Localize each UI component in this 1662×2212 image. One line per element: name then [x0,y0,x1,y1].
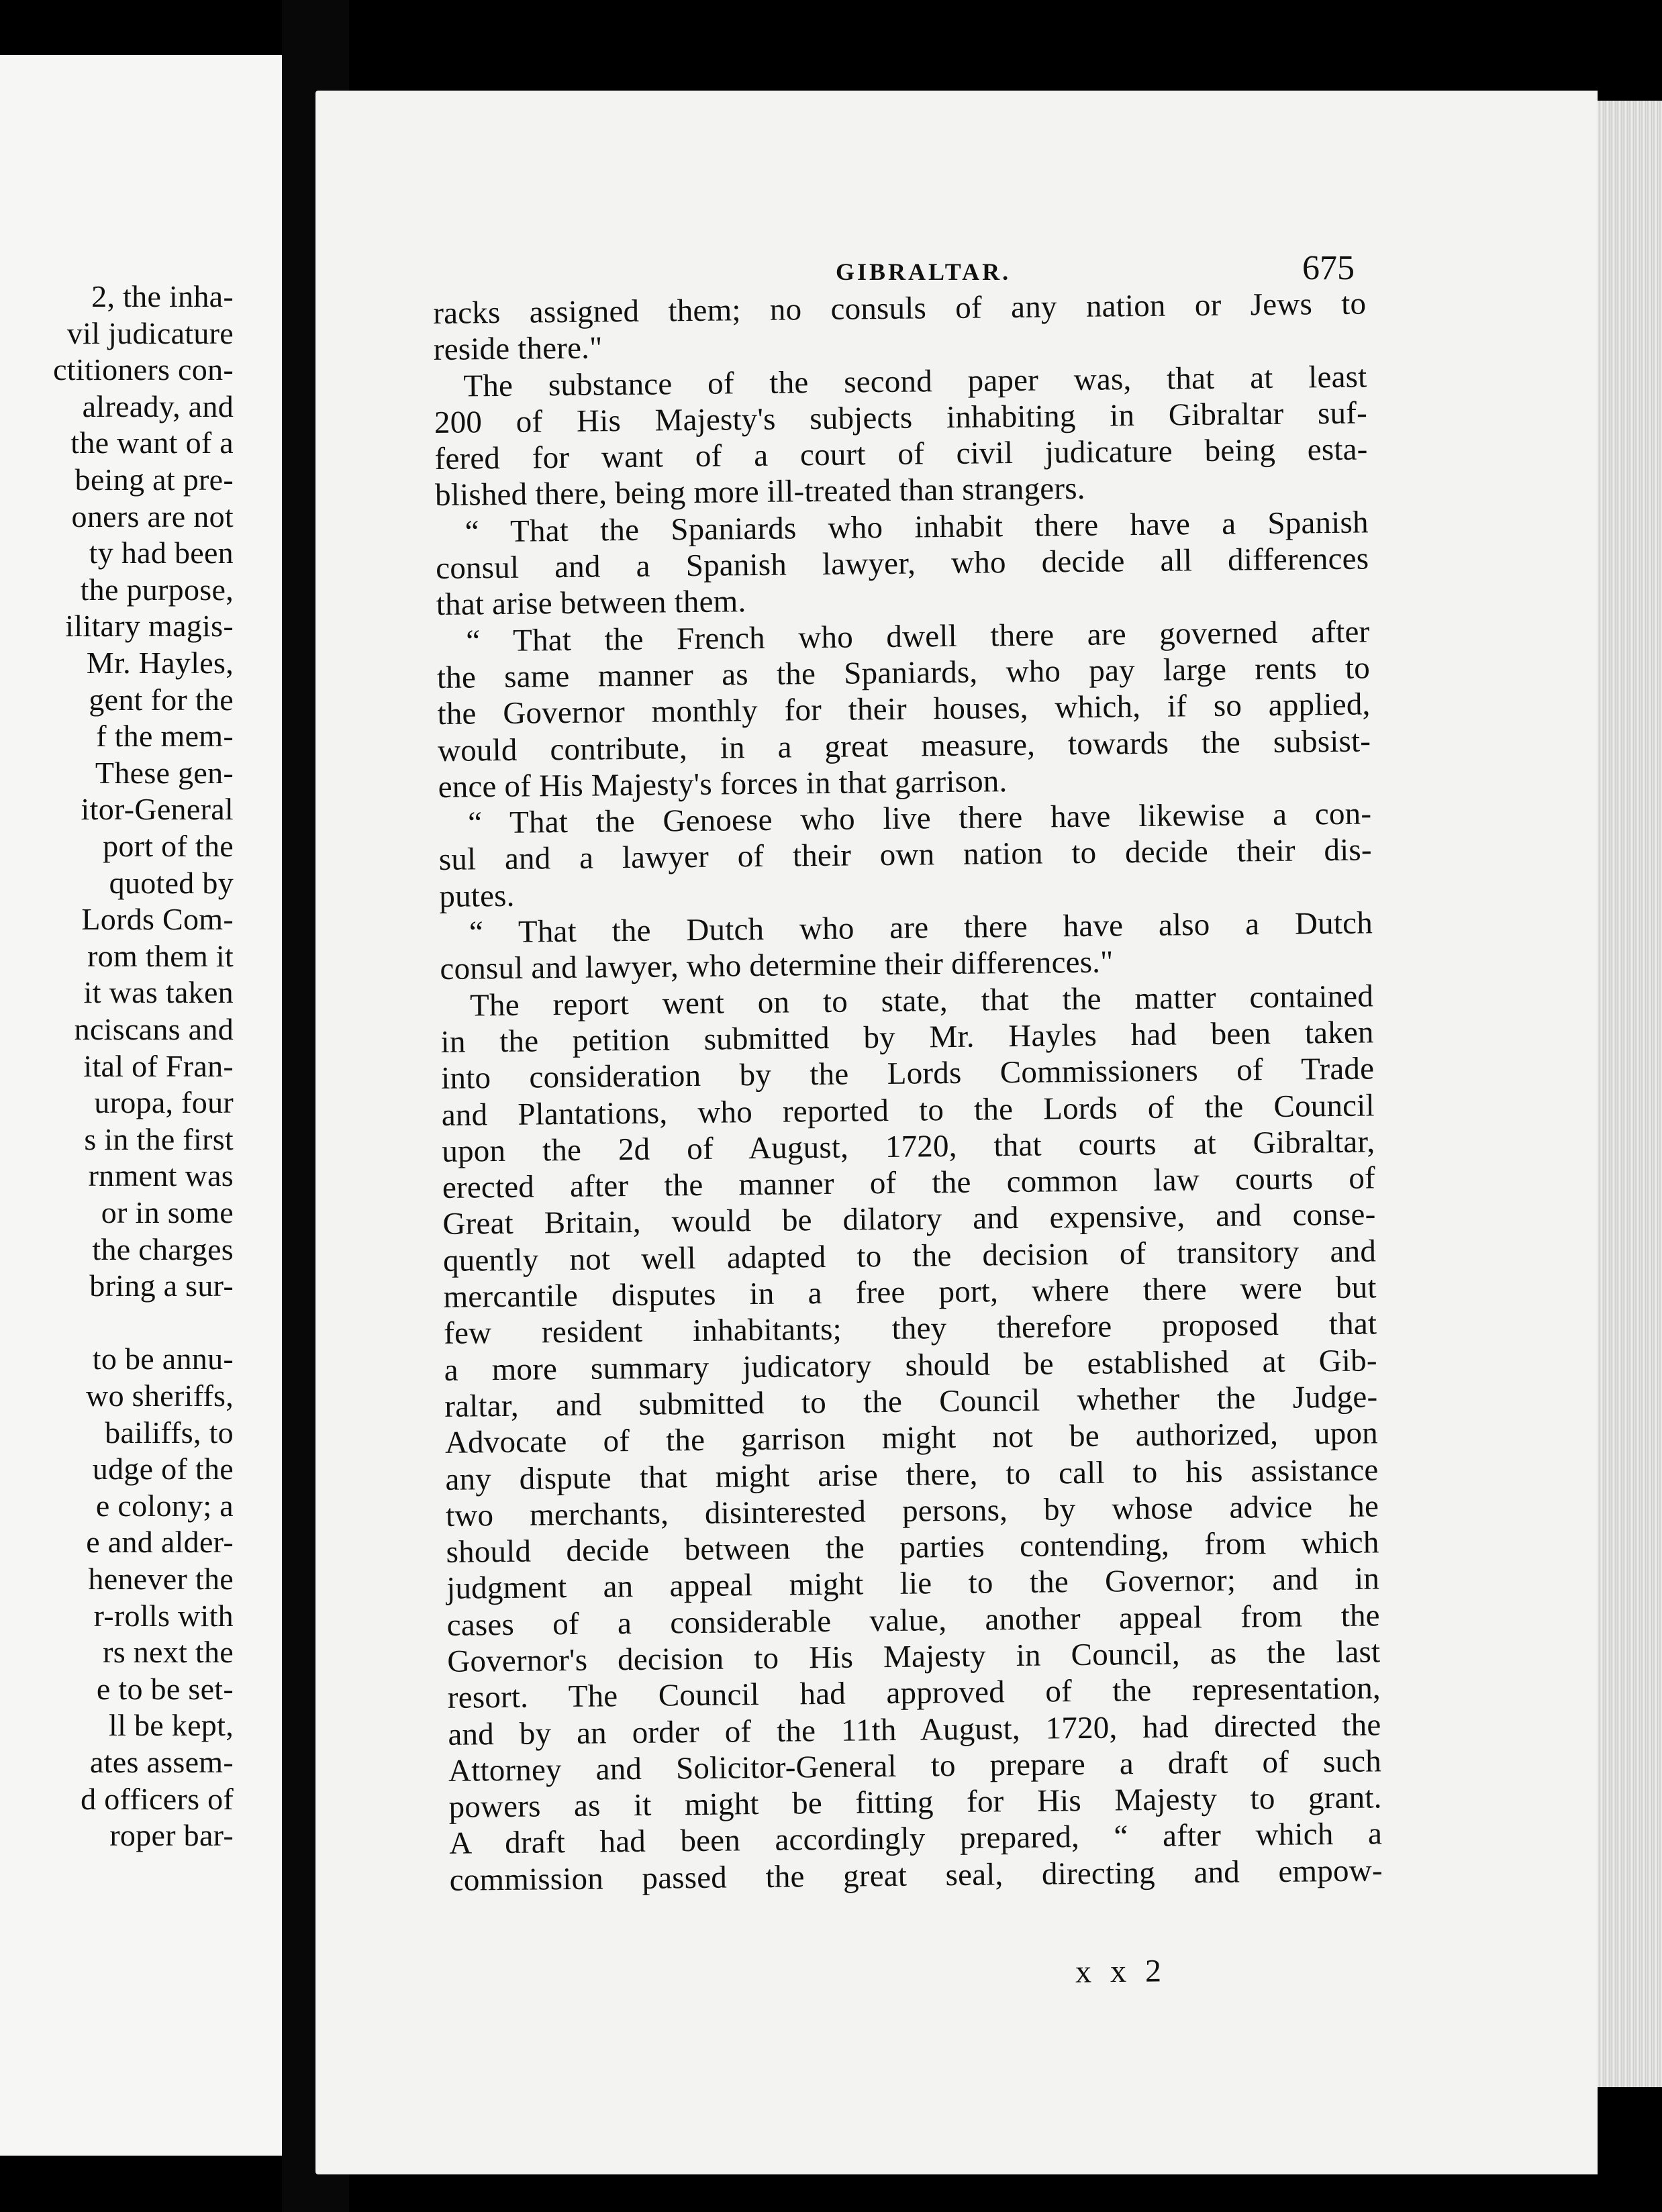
text-line: two merchants, disinterested persons, by whose advice he [445,1489,1379,1534]
text-line: resort. The Council had approved of the representation, [447,1670,1381,1716]
facing-page-line: ates assem- [89,1745,234,1779]
facing-page-line: r-rolls with [93,1598,234,1633]
text-line: raltar, and submitted to the Council whether the Judge- [444,1379,1378,1424]
text-line: ence of His Majesty's forces in that garrison. [438,763,1008,805]
facing-page-line: ctitioners con- [53,352,234,387]
text-line: The report went on to state, that the matter contained [469,978,1374,1023]
text-line: commission passed the great seal, directing and empow- [449,1853,1383,1898]
text-line: fered for want of a court of civil judicature being esta- [434,432,1368,477]
facing-page-line: wo sheriffs, [86,1378,234,1413]
facing-page-line: Lords Com- [81,902,234,937]
facing-page-line: These gen- [95,755,234,790]
text-line: cases of a considerable value, another appeal from the [446,1598,1380,1643]
text-line: racks assigned them; no consuls of any nation or Jews to [433,286,1367,331]
text-line: would contribute, in a great measure, towards the subsist- [437,723,1371,768]
text-line: consul and a Spanish lawyer, who decide all differences [435,541,1369,587]
facing-page-line: e and alder- [86,1525,234,1560]
page-number: 675 [1302,249,1355,287]
text-line: 200 of His Majesty's subjects inhabiting in Gibraltar suf- [434,395,1368,440]
facing-page-line: udge of the [92,1452,234,1487]
facing-page-line: henever the [88,1562,234,1596]
text-line: upon the 2d of August, 1720, that courts at Gibraltar, [442,1124,1375,1169]
text-line: judgment an appeal might lie to the Governor; and in [446,1561,1380,1607]
text-line: and Plantations, who reported to the Lords of the Council [441,1087,1375,1133]
text-line: “ That the Genoese who live there have likewise a con- [467,796,1372,841]
text-line: erected after the manner of the common law courts of [442,1160,1376,1206]
facing-page-line: quoted by [109,865,234,900]
text-line: a more summary judicatory should be established at Gib- [444,1342,1377,1388]
facing-page-line: rom them it [87,938,234,973]
text-line: quently not well adapted to the decision of transitory and [442,1234,1377,1278]
facing-page-line: ital of Fran- [83,1048,234,1083]
text-line: The substance of the second paper was, that at least [463,359,1367,404]
page-edges [1598,101,1662,2087]
facing-page-line: to be annu- [92,1342,234,1376]
facing-page-line: itor-General [81,792,234,827]
running-head: GIBRALTAR. [836,258,1012,285]
text-line: into consideration by the Lords Commissioners of Trade [440,1051,1375,1097]
facing-page-line: vil judicature [66,315,234,350]
facing-page-line: already, and [82,389,234,423]
text-line: Advocate of the garrison might not be authorized, upon [444,1415,1379,1461]
text-line: the same manner as the Spaniards, who pay large rents to [436,650,1371,695]
text-line: mercantile disputes in a free port, where there were but [443,1270,1377,1315]
text-line: that arise between them. [436,584,746,623]
facing-page-line: e colony; a [95,1488,234,1523]
facing-page-line: port of the [103,829,234,863]
body-text [433,285,1383,1898]
facing-page-line: s in the first [84,1121,234,1156]
text-line: the Governor monthly for their houses, which, if so applied, [437,687,1371,732]
facing-page-line: ty had been [89,536,234,570]
facing-page-line: the want of a [70,425,234,460]
facing-page-line: ilitary magis- [65,609,234,644]
text-line: Great Britain, would be dilatory and expensive, and conse- [442,1197,1376,1242]
facing-page-line: being at pre- [75,462,234,497]
text-line: in the petition submitted by Mr. Hayles had been taken [440,1015,1374,1060]
facing-page-line: or in some [101,1195,234,1229]
text-line: “ That the Spaniards who inhabit there have a Spanish [465,505,1369,550]
facing-page-line: rnment was [88,1158,234,1193]
text-line: putes. [439,878,515,914]
facing-page-line: bailiffs, to [105,1415,234,1450]
facing-page-line: Mr. Hayles, [86,646,234,680]
text-line: any dispute that might arise there, to call to his assistance [445,1452,1379,1497]
text-line: few resident inhabitants; they therefore proposed that [443,1306,1377,1352]
facing-page-line: d officers of [81,1781,234,1816]
facing-page-line: oners are not [71,499,234,534]
text-line: and by an order of the 11th August, 1720, had directed the [448,1707,1381,1752]
facing-page-line: the charges [92,1231,234,1266]
facing-page-line: e to be set- [96,1671,234,1706]
text-line: Governor's decision to His Majesty in Council, as the last [447,1634,1381,1679]
facing-page-fragment [0,55,282,2156]
text-line: consul and lawyer, who determine their differences." [440,944,1114,987]
facing-page-line: gent for the [89,682,234,717]
text-line: Attorney and Solicitor-General to prepare a draft of such [448,1744,1382,1789]
text-line: sul and a lawyer of their own nation to decide their dis- [438,832,1373,878]
text-line: “ That the French who dwell there are governed after [466,614,1370,659]
facing-page-line: rs next the [103,1635,234,1670]
text-line: “ That the Dutch who are there have also a Dutch [469,905,1373,950]
facing-page-line: the purpose, [80,572,234,607]
facing-page-line: f the mem- [96,719,234,754]
facing-page-line: ll be kept, [109,1708,234,1743]
text-line: powers as it might be fitting for His Majesty to grant. [448,1780,1382,1825]
text-line: should decide between the parties contending, from which [446,1525,1379,1570]
text-line: reside there." [433,330,603,368]
facing-page-line: roper bar- [109,1818,234,1853]
facing-page-line: bring a sur- [89,1268,234,1303]
facing-page-line: 2, the inha- [91,279,234,313]
facing-page-line: it was taken [83,975,234,1010]
text-line: blished there, being more ill-treated than strangers. [434,471,1085,513]
signature-mark: x x 2 [1075,1953,1167,1990]
facing-page-line: nciscans and [74,1012,234,1046]
text-line: A draft had been accordingly prepared, “ after which a [448,1816,1383,1862]
facing-page-line: uropa, four [94,1085,234,1120]
